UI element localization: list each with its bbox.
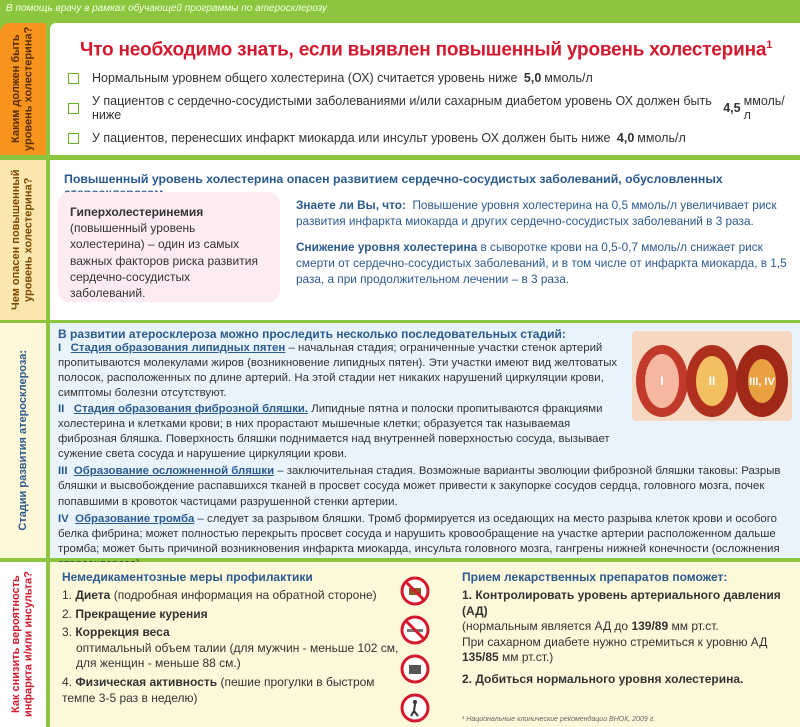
section-danger bbox=[0, 160, 800, 320]
walking-icon bbox=[400, 693, 430, 723]
danger-panel bbox=[50, 160, 800, 320]
footnote: ¹ Национальные клинические рекомендации ВНОК, 2009 г. bbox=[462, 716, 656, 723]
sidebar-levels: Каким должен быть уровень холестерина? bbox=[0, 23, 46, 155]
artery-label: I bbox=[660, 374, 664, 388]
level-item: У пациентов с сердечно-сосудистыми заболеваниями и/или сахарным диабетом уровень ОХ должен быть ниже 4,5 ммоль/л bbox=[68, 94, 790, 122]
stages-heading: В развитии атеросклероза можно проследить несколько последовательных стадий: bbox=[58, 327, 566, 341]
no-fatty-food-icon bbox=[400, 576, 430, 606]
danger-heading: Повышенный уровень холестерина опасен развитием сердечно-сосудистых заболеваний, обусловленных bbox=[64, 172, 723, 186]
artery-label: III, IV bbox=[749, 376, 775, 388]
level-item: Нормальным уровнем общего холестерина (ОХ) считается уровень ниже 5,0 ммоль/л bbox=[68, 71, 790, 85]
stage-i: I Стадия образования липидных пятен – начальная стадия; ограниченные участки стенок артерий пропитываются молекулами жиров (возникновение липидных пятен). Эти участки имеют вид желтоватых полосок, расположенных по длине артерий. На этой стадии нет никаких нарушений циркуляции крови, симптомы болезни отсутствуют. bbox=[58, 342, 618, 400]
sidebar-stages: Стадии развития атеросклероза: bbox=[0, 323, 46, 558]
section-stages bbox=[0, 323, 800, 558]
stage-ii: II Стадия образования фиброзной бляшки. Липидные пятна и полоски пропитываются фракциями холестерина и клетками крови; в них прорастают мышечные клетки; образуется так называемая фиброзная бляшка. Поверхность бляшки поднимается над внутренней поверхностью сосуда, вызывает сужение света сосуда и нарушение циркуляции крови. bbox=[58, 402, 610, 461]
list-item: 1. Диета (подробная информация на обратной стороне) bbox=[62, 588, 377, 602]
prevention-panel bbox=[50, 562, 800, 727]
top-note: В помощь врачу в рамках обучающей программы по атеросклерозу bbox=[6, 3, 327, 14]
section-prevention bbox=[0, 562, 800, 727]
no-smoking-icon bbox=[400, 615, 430, 645]
stage-iv: IV Образование тромба – следует за разрывом бляшки. Тромб формируется из оседающих на место разрыва клеток крови и особого белка фибрина; может полностью перекрыть просвет сосуда и нарушить кровообращение на участке артерии расположенном дальше тромба; может быть причиной возникновения инфаркта миокарда, инсульта головного мозга, гангрены нижней конечности (осложнения bbox=[58, 512, 780, 556]
checkbox-icon bbox=[68, 133, 79, 144]
levels-panel bbox=[50, 23, 800, 155]
list-item: 4. Физическая активность (пешие прогулки в быстром темпе 3-5 раз в неделю) bbox=[62, 674, 375, 705]
drug-measures: Прием лекарственных препаратов поможет: 1. Контролировать уровень артериального давления (АД) (нормальным является АД до 139/89 мм рт.ст. При сахарном диабете нужно стремиться к уровню АД 135/85 мм рт.ст.) 2. Добиться нормального уровня холестерина. bbox=[462, 570, 792, 688]
list-item-detail: (нормальным является АД до 139/89 мм рт.ст. При сахарном диабете нужно стремиться к уровню АД 135/85 мм рт.ст.) bbox=[462, 619, 768, 665]
stages-panel bbox=[50, 323, 800, 558]
list-item: 1. Контролировать уровень артериального давления (АД) bbox=[462, 588, 781, 618]
sidebar-prevention: Как снизить вероятность инфаркта и/или инсульта? bbox=[0, 562, 46, 727]
prohibition-icons bbox=[400, 576, 436, 727]
list-item: 3. Коррекция веса оптимальный объем талии (для мужчин - меньше 102 см, для женщин - меньше 88 см.) bbox=[62, 625, 399, 671]
checkbox-icon bbox=[68, 73, 79, 84]
level-item: У пациентов, перенесших инфаркт миокарда или инсульт уровень ОХ должен быть ниже 4,0 ммоль/л bbox=[68, 131, 790, 145]
non-drug-measures: Немедикаментозные меры профилактики 1. Диета (подробная информация на обратной стороне) 2. Прекращение курения 3. Коррекция веса оптимальный объем талии (для мужчин - меньше 102 см, для женщин - меньше 88 см.) 4. Физическая активность (пешие прогулки в быстром темпе 3-5 раз в неделю) bbox=[62, 570, 402, 706]
checkbox-icon bbox=[68, 103, 79, 114]
did-you-know: Знаете ли Вы, что: Повышение уровня холестерина на 0,5 ммоль/л увеличивает риск развития инфаркта миокарда и других сердечно-сосудистых заболеваний в 3 раза. Снижение уровня холестерина в сыворотке крови на 0,5-0,7 ммоль/л снижает риск смерти от сердечно-сосудистых заболеваний, и в том числе от инфаркта миокарда, в 1,5 раза, а при продолжительном лечении – в 3 раза. bbox=[296, 198, 787, 286]
list-item: 2. Добиться нормального уровня холестерина. bbox=[462, 671, 744, 686]
sidebar-danger: Чем опасен повышенный уровень холестерина? bbox=[0, 160, 46, 320]
list-item: 2. Прекращение курения bbox=[62, 606, 208, 621]
artery-stages-illustration bbox=[632, 331, 792, 421]
section-cholesterol-levels bbox=[0, 23, 800, 155]
weight-icon bbox=[400, 654, 430, 684]
artery-label: II bbox=[708, 374, 716, 388]
page-title: Что необходимо знать, если выявлен повышенный уровень холестерина$^1$ bbox=[80, 39, 773, 61]
stage-iii: III Образование осложненной бляшки – заключительная стадия. Возможные варианты эволюции фиброзной бляшки таковы: Разрыв бляшки и высвобождение распавшихся тканей в просвет сосуда может привести к закупорке сосудов сердца, головного мозга, почек попавшими в кровоток частицами разрушенной стенки артерии. bbox=[58, 465, 781, 508]
hypercholesterolemia-box: Гиперхолестеринемия (повышенный уровень холестерина) – один из самых важных факторов риска развития сердечно-сосудистых заболеваний. bbox=[58, 192, 280, 302]
